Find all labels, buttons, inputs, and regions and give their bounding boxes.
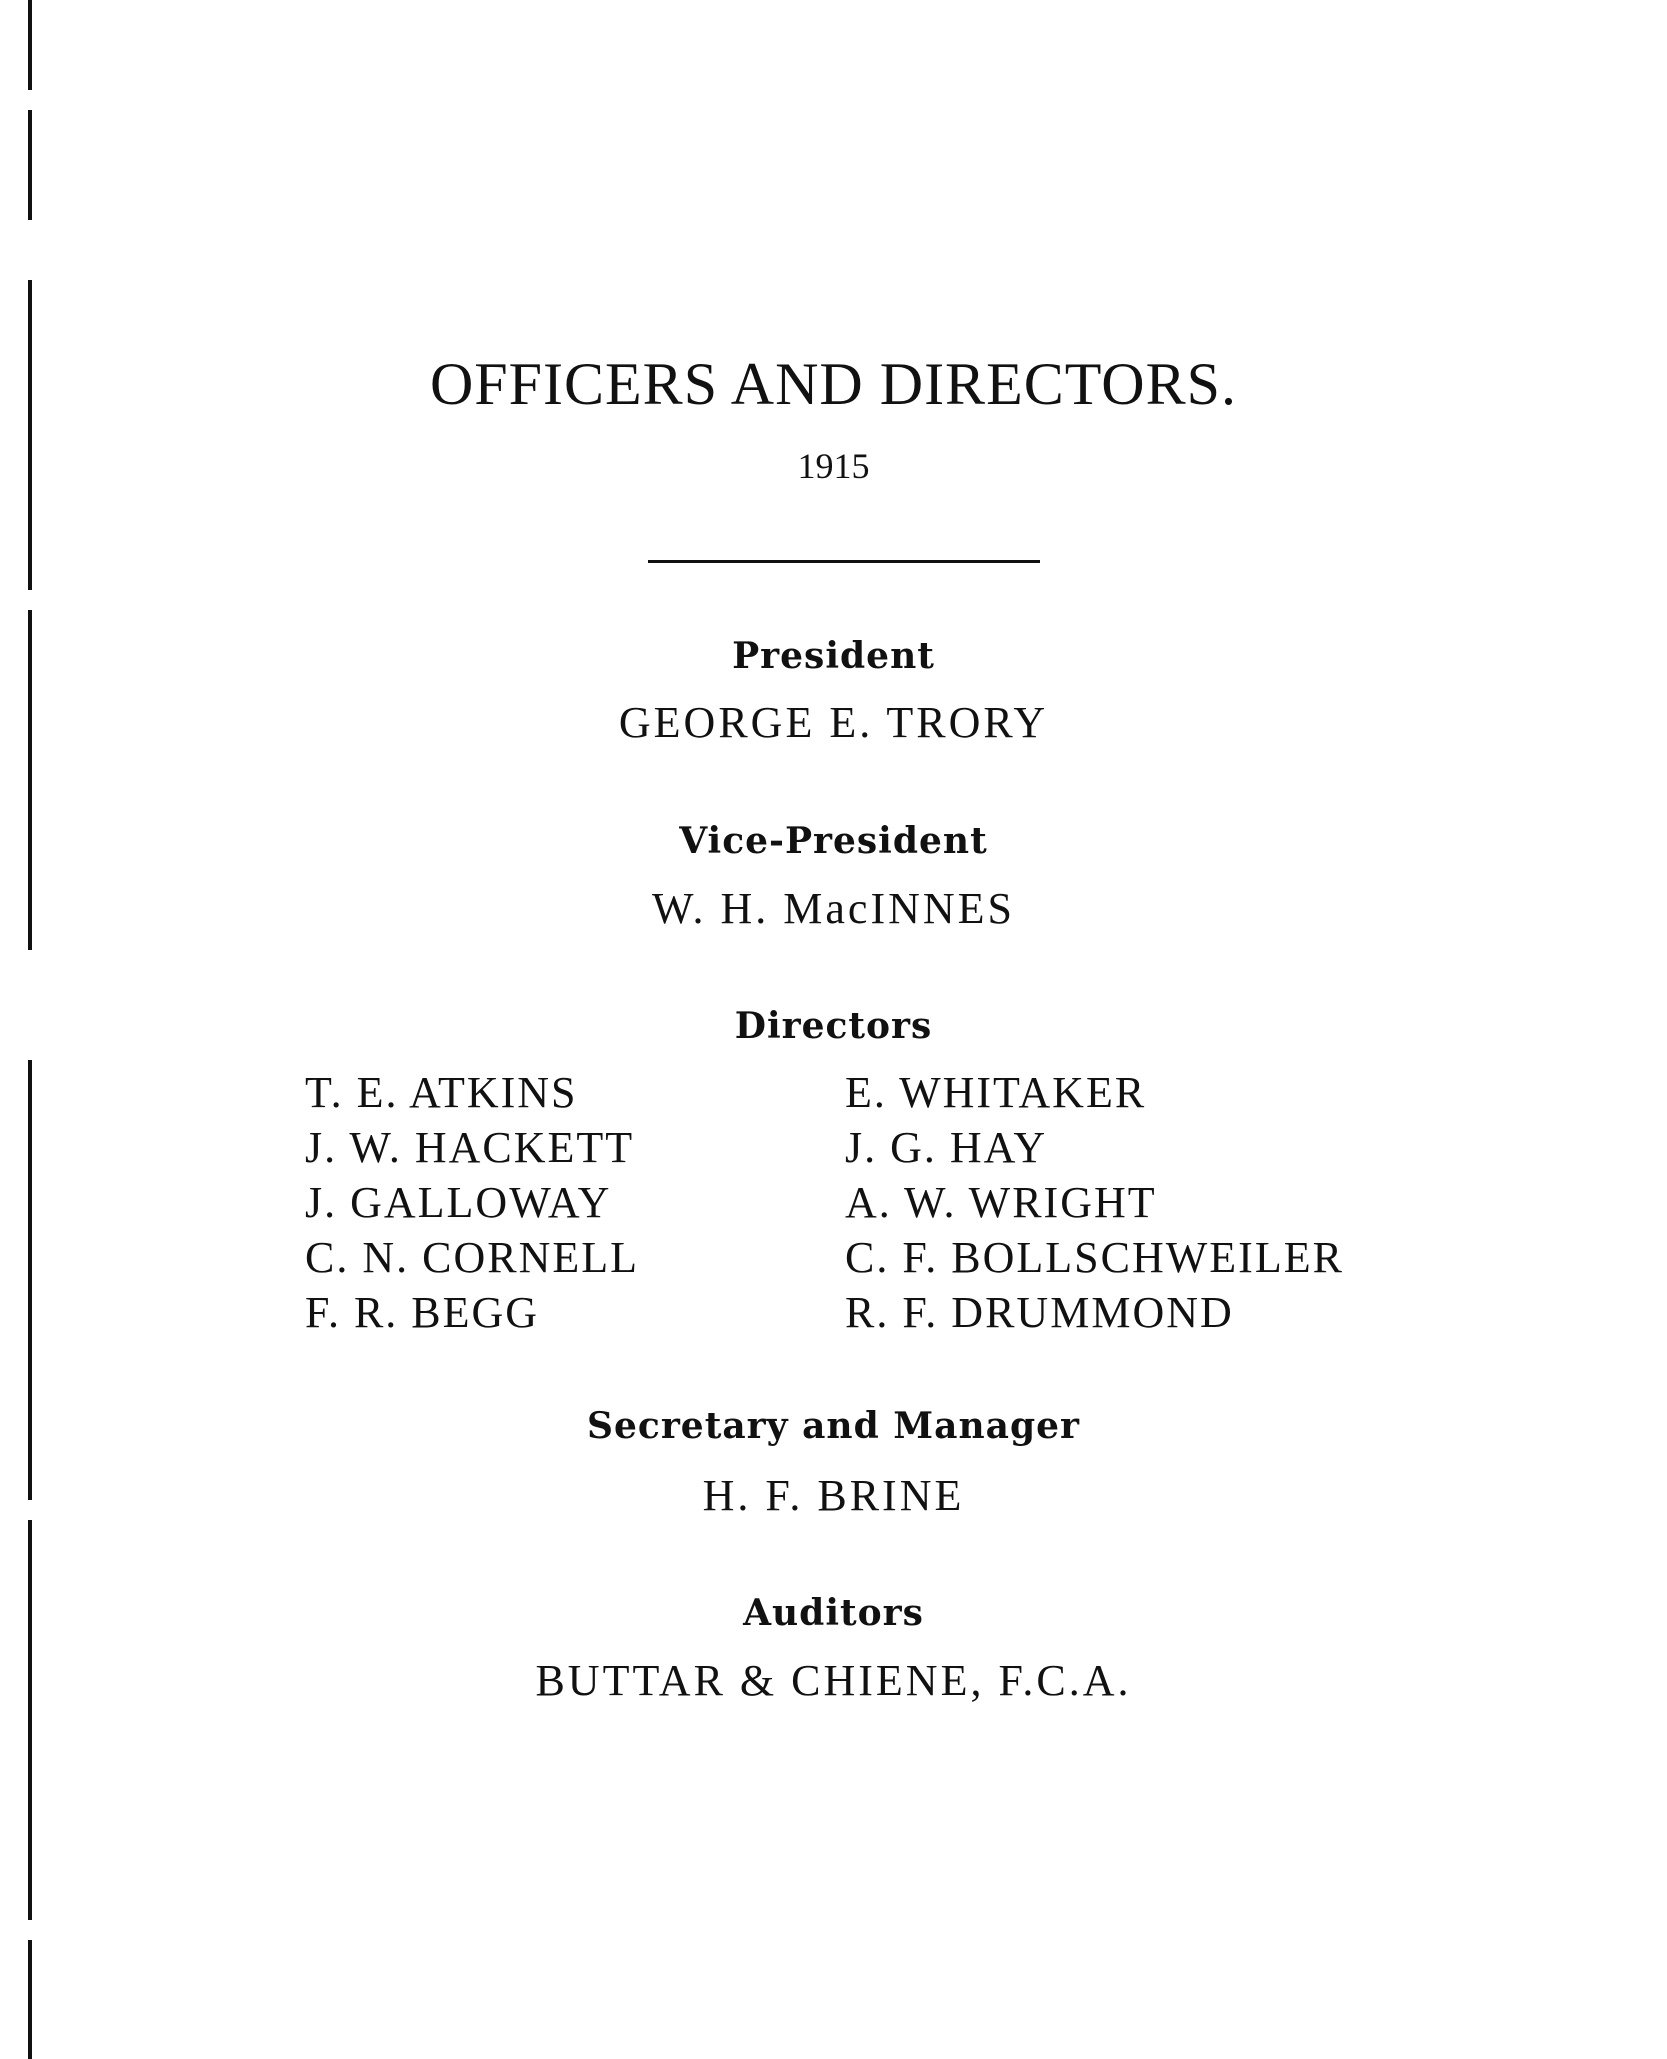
director-name: J. W. HACKETT (305, 1123, 635, 1172)
director-name: C. N. CORNELL (305, 1233, 639, 1282)
directors-left-column (305, 1065, 639, 1340)
page-year: 1915 (797, 446, 870, 486)
auditors-name: BUTTAR & CHIENE, F.C.A. (535, 1656, 1132, 1705)
secretary-manager-name: H. F. BRINE (702, 1471, 965, 1520)
directors-right-column (845, 1065, 1344, 1340)
director-name: A. W. WRIGHT (845, 1178, 1157, 1227)
president-heading: President (732, 635, 935, 677)
directors-list (305, 1065, 1505, 1345)
director-name: T. E. ATKINS (305, 1068, 578, 1117)
secretary-manager-heading: Secretary and Manager (587, 1405, 1080, 1447)
page-title: OFFICERS AND DIRECTORS. (429, 351, 1238, 417)
director-name: C. F. BOLLSCHWEILER (845, 1233, 1344, 1282)
auditors-heading: Auditors (743, 1592, 924, 1634)
director-name: F. R. BEGG (305, 1288, 540, 1337)
title-divider (648, 560, 1040, 563)
director-name: J. GALLOWAY (305, 1178, 612, 1227)
vice-president-name: W. H. MacINNES (652, 884, 1015, 933)
director-name: R. F. DRUMMOND (845, 1288, 1234, 1337)
vice-president-heading: Vice-President (679, 820, 988, 862)
directors-heading: Directors (734, 1005, 933, 1047)
president-name: GEORGE E. TRORY (618, 698, 1049, 747)
director-name: E. WHITAKER (845, 1068, 1147, 1117)
director-name: J. G. HAY (845, 1123, 1048, 1172)
